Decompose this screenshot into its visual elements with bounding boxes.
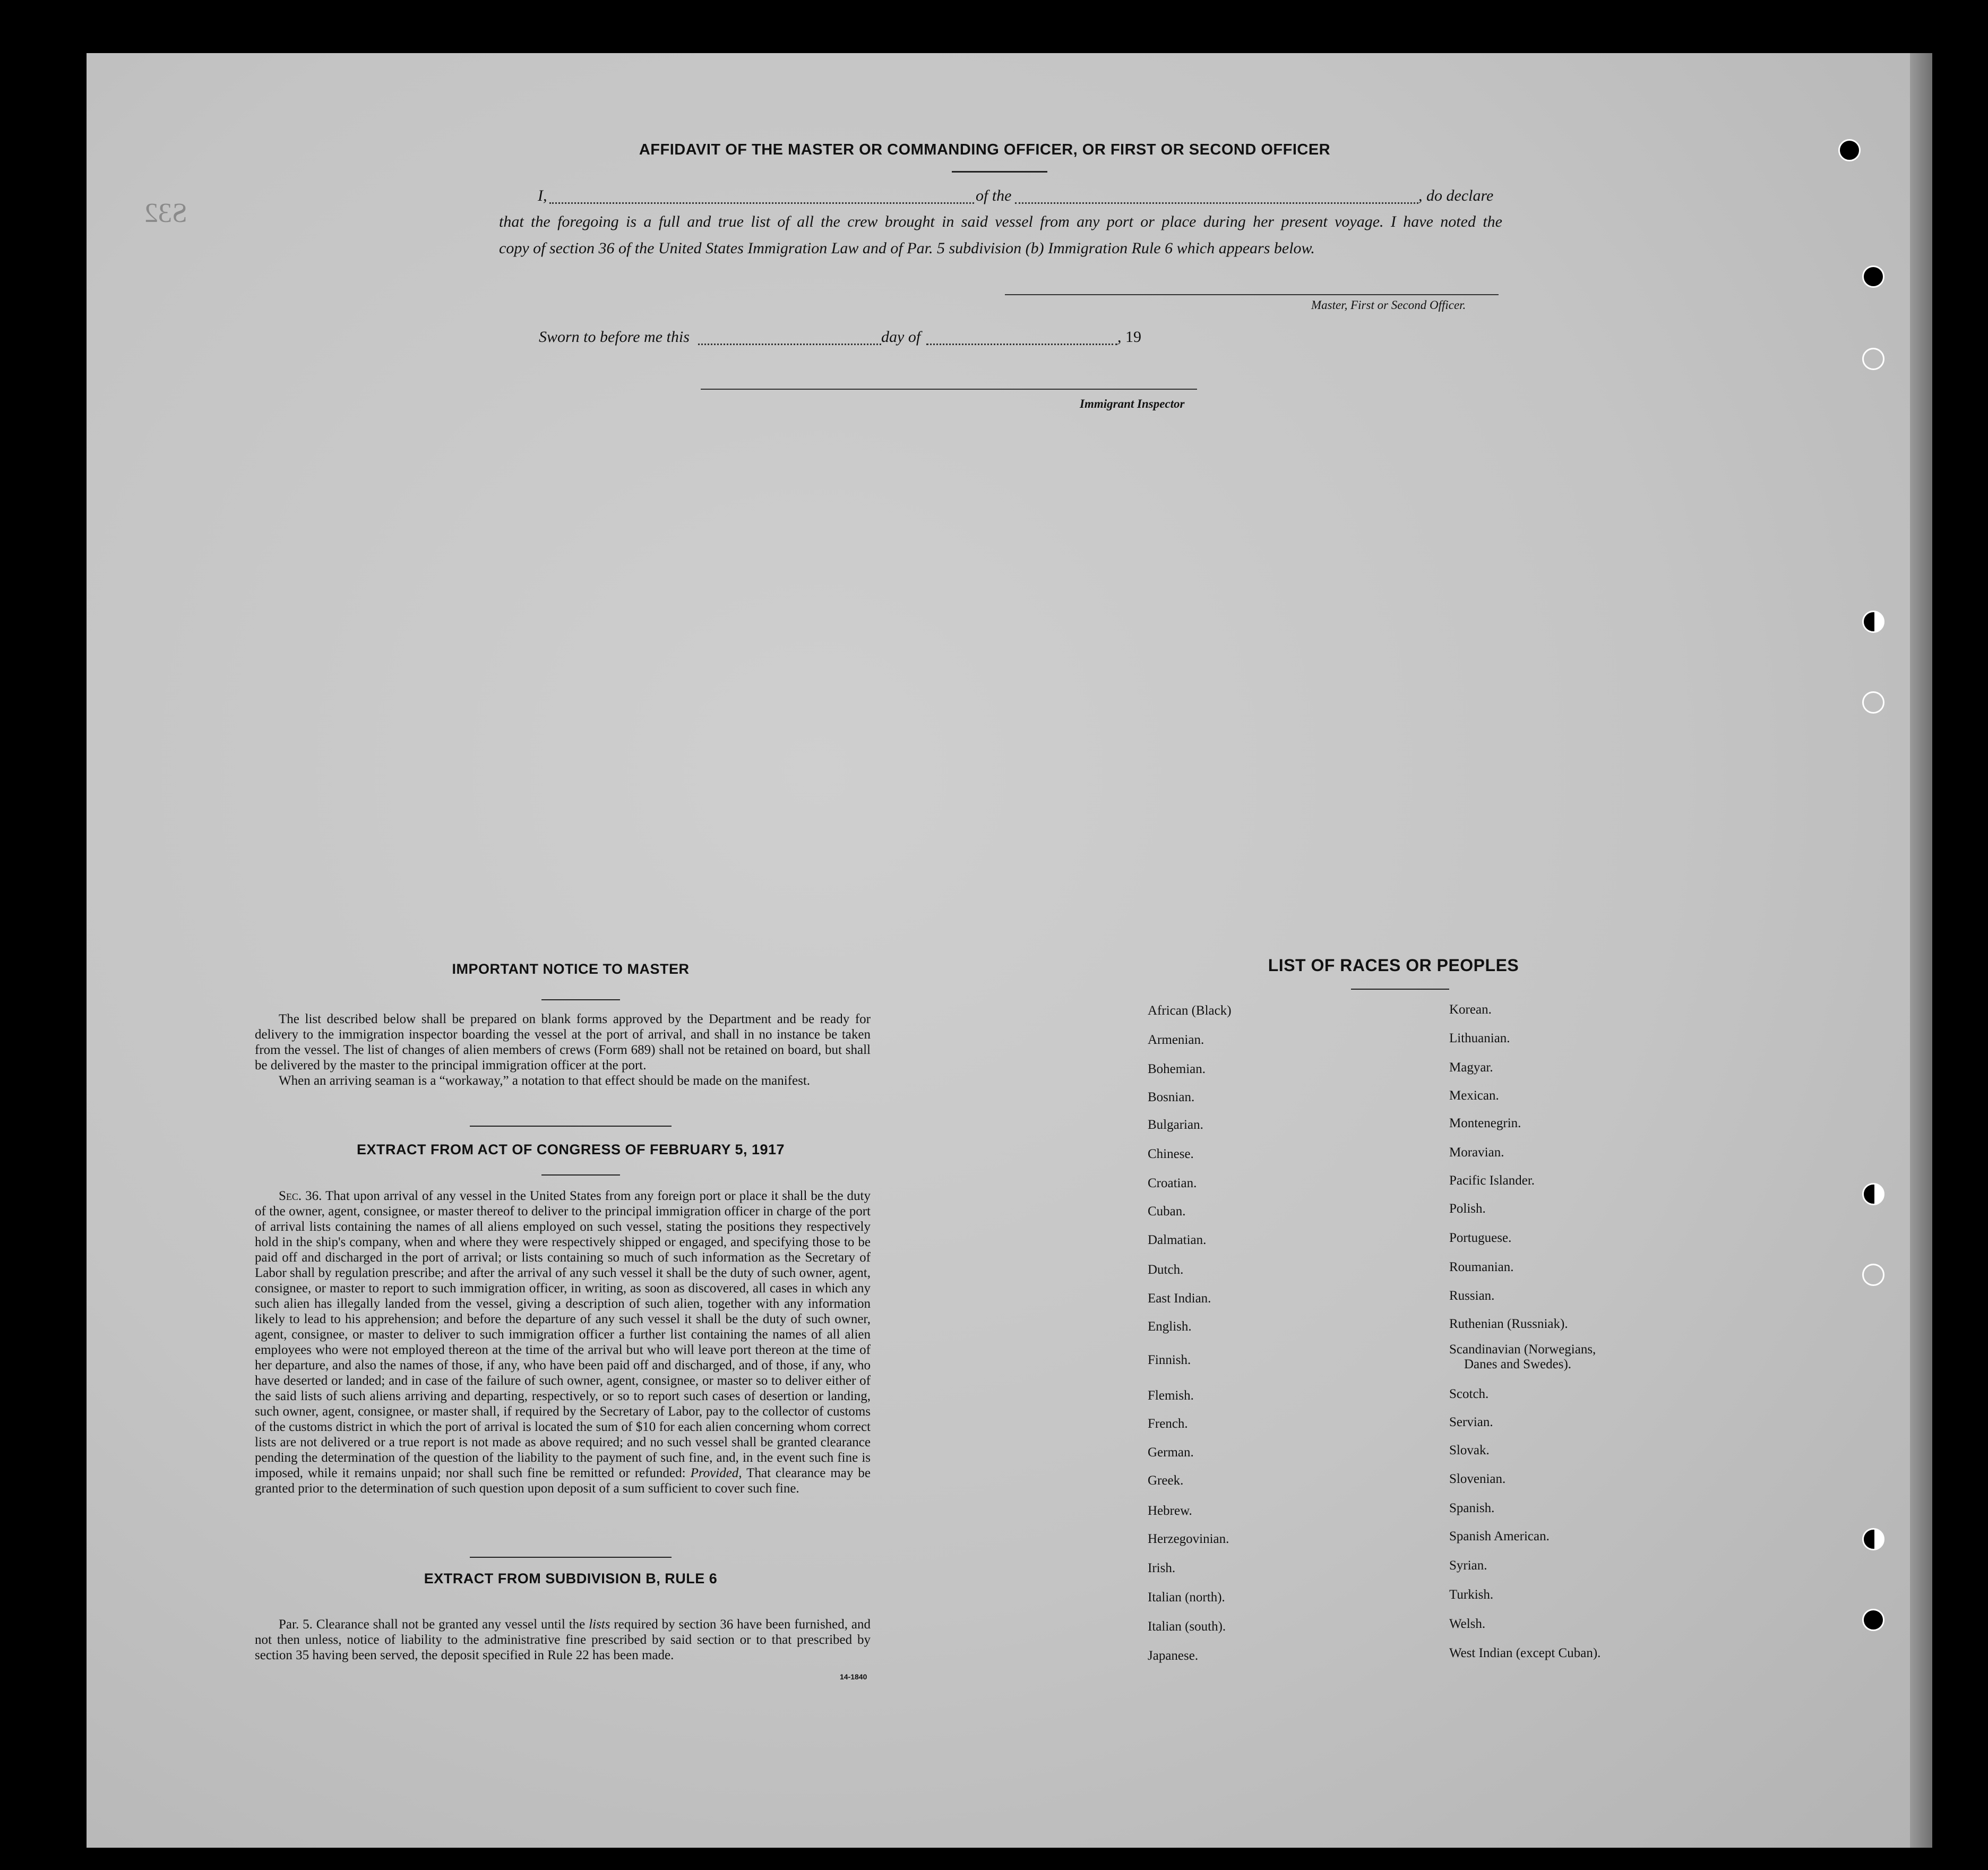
race-item: Servian. bbox=[1449, 1415, 1493, 1429]
binder-hole-4 bbox=[1862, 611, 1884, 633]
binder-hole-2 bbox=[1862, 265, 1884, 288]
race-item: English. bbox=[1148, 1319, 1192, 1334]
race-item: Danes and Swedes). bbox=[1464, 1357, 1572, 1371]
sworn-month-blank bbox=[926, 344, 1117, 345]
master-signature-line bbox=[1005, 294, 1499, 295]
race-item: Irish. bbox=[1148, 1561, 1176, 1575]
race-item: Magyar. bbox=[1449, 1060, 1493, 1075]
race-item: Scandinavian (Norwegians, bbox=[1449, 1342, 1596, 1357]
notice-divider bbox=[470, 1126, 672, 1127]
race-item: Flemish. bbox=[1148, 1388, 1194, 1403]
race-item: Croatian. bbox=[1148, 1176, 1197, 1190]
race-item: Scotch. bbox=[1449, 1387, 1489, 1401]
affidavit-line3: copy of section 36 of the United States Immigration Law and of Par. 5 subdivision (b) Immigration Rule 6 which appears below. bbox=[499, 239, 1315, 257]
binder-hole-8 bbox=[1862, 1528, 1884, 1550]
race-item: Montenegrin. bbox=[1449, 1116, 1521, 1130]
race-item: French. bbox=[1148, 1417, 1188, 1431]
race-item: Slovenian. bbox=[1449, 1472, 1506, 1486]
rule6-lists: lists bbox=[589, 1617, 610, 1632]
affidavit-line1-suffix: , do declare bbox=[1418, 187, 1494, 204]
notice-title-rule bbox=[541, 999, 620, 1000]
race-item: Italian (north). bbox=[1148, 1590, 1225, 1605]
race-item: Spanish. bbox=[1449, 1501, 1495, 1515]
rule6-text-a: Par. 5. Clearance shall not be granted any vessel until the bbox=[279, 1617, 586, 1632]
act-divider bbox=[470, 1557, 672, 1558]
act-provided: Provided, bbox=[690, 1466, 742, 1480]
form-number: 14-1840 bbox=[840, 1672, 867, 1681]
race-item: Portuguese. bbox=[1449, 1231, 1512, 1245]
race-item: Syrian. bbox=[1449, 1558, 1487, 1573]
race-item: African (Black) bbox=[1148, 1003, 1232, 1018]
race-item: Pacific Islander. bbox=[1449, 1173, 1535, 1188]
margin-mark: S32 bbox=[144, 198, 187, 228]
race-item: Moravian. bbox=[1449, 1145, 1504, 1160]
race-item: Lithuanian. bbox=[1449, 1031, 1510, 1045]
race-item: Finnish. bbox=[1148, 1353, 1191, 1367]
race-item: Bulgarian. bbox=[1148, 1118, 1203, 1132]
race-item: German. bbox=[1148, 1445, 1194, 1460]
race-item: Spanish American. bbox=[1449, 1529, 1550, 1543]
inspector-label: Immigrant Inspector bbox=[1080, 397, 1185, 410]
binder-hole-5 bbox=[1862, 691, 1884, 714]
affidavit-line1-prefix: I, bbox=[538, 187, 547, 204]
sworn-day-blank bbox=[698, 344, 881, 345]
affidavit-line2: that the foregoing is a full and true list of all the crew brought in said vessel from any port or place during her present voyage. I have noted the bbox=[499, 213, 1502, 230]
race-item: Greek. bbox=[1148, 1473, 1184, 1488]
inspector-signature-line bbox=[701, 389, 1197, 390]
binder-hole-1 bbox=[1838, 139, 1861, 161]
master-signature-label: Master, First or Second Officer. bbox=[1311, 298, 1466, 312]
races-title: LIST OF RACES OR PEOPLES bbox=[1268, 956, 1519, 975]
binder-hole-3 bbox=[1862, 348, 1884, 370]
race-item: Korean. bbox=[1449, 1002, 1492, 1017]
affidavit-title: AFFIDAVIT OF THE MASTER OR COMMANDING OFFICER, OR FIRST OR SECOND OFFICER bbox=[639, 141, 1331, 158]
sworn-prefix: Sworn to before me this bbox=[539, 328, 690, 346]
race-item: Cuban. bbox=[1148, 1204, 1186, 1219]
race-item: Bosnian. bbox=[1148, 1090, 1195, 1104]
sworn-day-of: day of bbox=[881, 328, 921, 346]
race-item: Russian. bbox=[1449, 1289, 1495, 1303]
race-item: Herzegovinian. bbox=[1148, 1532, 1229, 1546]
vessel-name-blank bbox=[1015, 202, 1418, 204]
act-text-end: That clearance may be granted prior to the determination of such question upon deposit of a sum sufficient to cover such fine. bbox=[255, 1466, 871, 1496]
race-item: East Indian. bbox=[1148, 1291, 1211, 1306]
races-title-rule bbox=[1351, 989, 1449, 990]
binder-hole-9 bbox=[1862, 1609, 1884, 1631]
rule6-text-b: required by section 36 have been furnished, and not then unless, notice of liability to the administrative fine prescribed by said section or to that prescribed by section 35 having been served, the deposit specified in Rule 22 has been made. bbox=[255, 1617, 871, 1662]
notice-paragraph-1: The list described below shall be prepared on blank forms approved by the Department and be ready for delivery to the immigration inspector boarding the vessel at the port of arrival, and shall in no instance be taken from the vessel. The list of changes of alien members of crews (Form 689) shall not be retained on board, but shall be delivered by the master to the principal immigration officer at the port. bbox=[255, 1012, 871, 1073]
race-item: Armenian. bbox=[1148, 1033, 1204, 1047]
act-title-rule bbox=[541, 1174, 620, 1176]
race-item: Japanese. bbox=[1148, 1649, 1199, 1663]
race-item: Dalmatian. bbox=[1148, 1233, 1207, 1247]
race-item: West Indian (except Cuban). bbox=[1449, 1646, 1601, 1660]
act-body bbox=[255, 1188, 871, 1496]
race-item: Turkish. bbox=[1449, 1588, 1494, 1602]
race-item: Slovak. bbox=[1449, 1443, 1490, 1457]
sworn-year: , 19 bbox=[1117, 328, 1141, 346]
race-item: Dutch. bbox=[1148, 1263, 1184, 1277]
race-item: Italian (south). bbox=[1148, 1619, 1226, 1634]
notice-paragraph-2: When an arriving seaman is a “workaway,” a notation to that effect should be made on the manifest. bbox=[279, 1074, 811, 1088]
affidavit-line1-of: of the bbox=[976, 187, 1012, 204]
race-item: Ruthenian (Russniak). bbox=[1449, 1317, 1568, 1331]
rule6-title: EXTRACT FROM SUBDIVISION B, RULE 6 bbox=[424, 1571, 718, 1586]
race-item: Polish. bbox=[1449, 1202, 1486, 1216]
act-section-label: Sec. 36. bbox=[279, 1189, 322, 1203]
race-item: Hebrew. bbox=[1148, 1504, 1192, 1518]
race-item: Chinese. bbox=[1148, 1147, 1194, 1161]
notice-title: IMPORTANT NOTICE TO MASTER bbox=[452, 961, 690, 977]
act-text: That upon arrival of any vessel in the United States from any foreign port or place it shall be the duty of the owner, agent, consignee, or master thereof to deliver to the principal immigration officer in charge of the port of arrival lists containing the names of all aliens employed on such vessel, stating the positions they respectively hold in the ship's company, when and where they were respectively shipped or engaged, and specifying those to be paid off and discharged in the port of arrival; or lists containing so much of such information as the Secretary of Labor shall by regulation prescribe; and after the arrival of any such vessel it shall be the duty of such owner, agent, consignee, or master to report to such immigration officer, in writing, as soon as discovered, all cases in which any such alien has illegally landed from the vessel, giving a description of such alien, together with any information likely to lead to his apprehension; and before the departure of any such vessel it shall be the duty of such owner, agent, consignee, or master to deliver to such immigration officer a further list containing the names of all alien employees who were not employed thereon at the time of the arrival but who will leave port thereon at the time of her departure, and also the names of those, if any, who have been paid off and discharged, and of those, if any, who have deserted or landed; and in case of the failure of such owner, agent, consignee, or master so to deliver either of the said lists of such aliens arriving and departing, respectively, or so to report such cases of desertion or landing, such owner, agent, consignee, or master shall, if required by the Secretary of Labor, pay to the collector of customs of the customs district in which the port of arrival is located the sum of $10 for each alien concerning whom correct lists are not delivered or a true report is not made as above required; and no such vessel shall be granted clearance pending the determination of the question of the liability to the payment of such fine, and, in the event such fine is imposed, while it remains unpaid; nor shall such fine be remitted or refunded: bbox=[255, 1189, 871, 1480]
race-item: Mexican. bbox=[1449, 1088, 1499, 1103]
race-item: Welsh. bbox=[1449, 1617, 1486, 1631]
rule6-body bbox=[255, 1617, 871, 1663]
binder-hole-7 bbox=[1862, 1264, 1884, 1286]
race-item: Roumanian. bbox=[1449, 1260, 1514, 1274]
affidavit-title-rule bbox=[952, 171, 1047, 173]
race-item: Bohemian. bbox=[1148, 1062, 1206, 1076]
notice-body bbox=[255, 1011, 871, 1088]
declarant-name-blank bbox=[549, 202, 974, 204]
sheet-edge bbox=[1910, 53, 1932, 1848]
binder-hole-6 bbox=[1862, 1183, 1884, 1205]
act-title: EXTRACT FROM ACT OF CONGRESS OF FEBRUARY 5, 1917 bbox=[356, 1142, 785, 1157]
